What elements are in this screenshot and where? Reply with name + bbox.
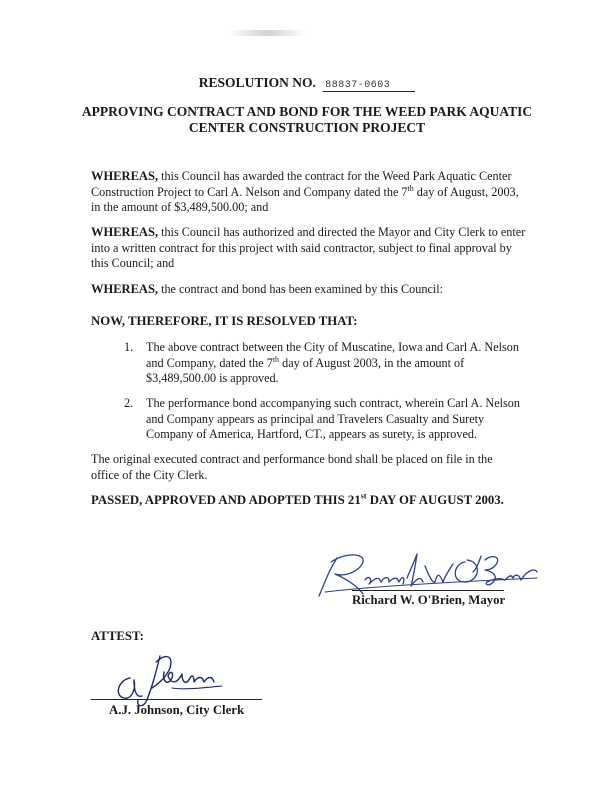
text-line: and Company appears as principal and Travelers Casualty and Surety [146,411,485,426]
title-line-1: APPROVING CONTRACT AND BOND FOR THE WEED PARK AQUATIC [81,104,533,119]
document-title [0,104,614,136]
resolved-heading: NOW, THEREFORE, IT IS RESOLVED THAT: [91,314,358,328]
text-line: The performance bond accompanying such contract, wherein Carl A. Nelson [146,396,520,410]
text-line: the contract and bond has been examined by this Council: [158,282,444,296]
superscript: th [407,183,414,193]
item-number: 2. [124,396,134,410]
text-line: office of the City Clerk. [91,467,208,482]
text-line: this Council has awarded the contract for the Weed Park Aquatic Center [158,169,512,183]
passed-text: PASSED, APPROVED AND ADOPTED THIS 21 [91,493,361,507]
text-line: The original executed contract and performance bond shall be placed on file in the [91,452,493,466]
text-line: day of August, 2003, [413,184,519,199]
whereas-lead: WHEREAS, [91,225,159,239]
whereas-paragraph-1 [91,169,531,216]
passed-text: DAY OF AUGUST 2003. [366,493,504,507]
text-line: this Council; and [91,256,175,270]
superscript: st [360,491,367,501]
attest-label: ATTEST: [91,629,144,643]
title-line-2: CENTER CONSTRUCTION PROJECT [188,120,426,135]
text-line: Company of America, Hartford, CT., appears as surety, is approved. [146,427,477,441]
text-line: into a written contract for this project with said contractor, subject to final approval by [91,240,512,255]
text-line: The above contract between the City of Muscatine, Iowa and Carl A. Nelson [146,340,519,354]
closing-paragraph [91,452,541,483]
text-line: $3,489,500.00 is approved. [146,371,279,385]
whereas-paragraph-3 [91,282,531,298]
whereas-lead: WHEREAS, [91,169,159,183]
clerk-signature-line [91,699,262,700]
text-line: Construction Project to Carl A. Nelson and Company dated the 7 [91,184,408,199]
clerk-name: A.J. Johnson, City Clerk [109,703,245,717]
item-number: 1. [124,340,134,354]
text-line: this Council has authorized and directed the Mayor and City Clerk to enter [158,225,526,239]
resolution-number-line [0,75,614,92]
mayor-name: Richard W. O'Brien, Mayor [352,593,506,607]
text-line: in the amount of $3,489,500.00; and [91,200,269,214]
text-line: day of August 2003, in the amount of [279,355,465,370]
whereas-lead: WHEREAS, [91,282,159,296]
mayor-signature-line [352,590,504,591]
text-line: and Company, dated the 7 [146,355,273,370]
resolution-number: 88837-0603 [323,80,415,92]
resolution-label: RESOLUTION NO. [198,75,316,90]
whereas-paragraph-2 [91,225,531,272]
passed-statement [91,493,504,508]
superscript: th [272,354,280,364]
scan-smudge [228,30,306,36]
